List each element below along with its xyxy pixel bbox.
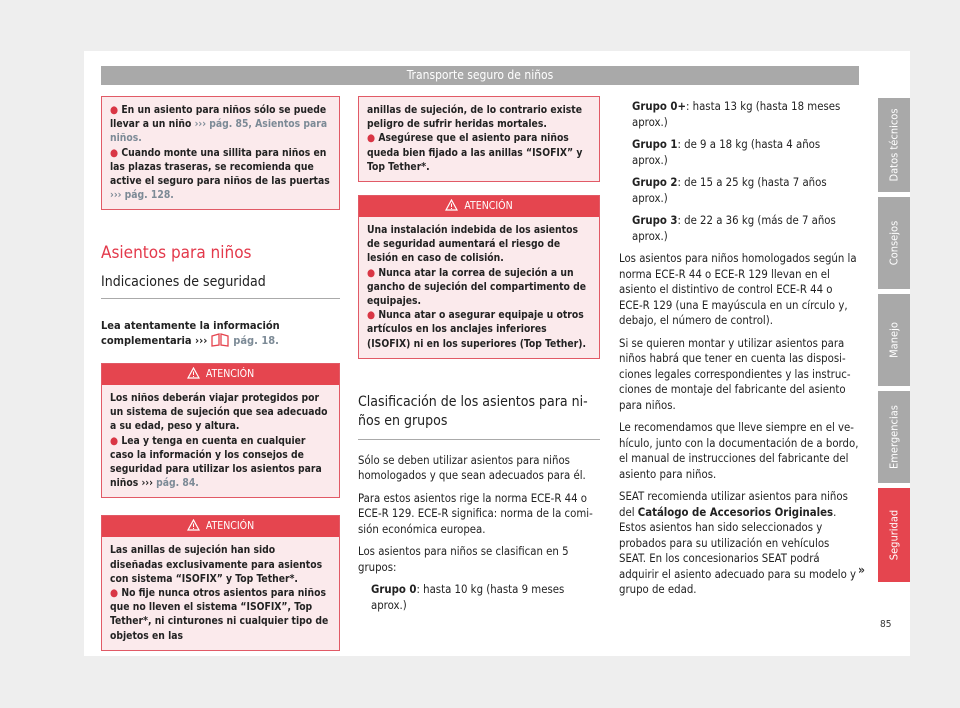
bullet-item: ● No fije nunca otros asientos para niños que no lleven el sistema “ISOFIX”, Top Tether*, ni cinturones ni cualquier tipo de objetos en las xyxy=(110,586,329,642)
warning-text: Una instalación indebida de los asientos de seguridad aumentará el riesgo de lesión en caso de colisión. xyxy=(367,224,578,265)
bullet-item: ● Nunca atar o asegurar equipaje u otros artículos en los anclajes inferiores (ISOFIX) ni en los superiores (Top Tether). xyxy=(367,309,586,350)
warning-label: ATENCIÓN xyxy=(205,520,255,533)
paragraph: Le recomendamos que lleve siempre en el vehículo, junto con la documentación de a bordo, el manual de instrucciones del fabricante del asiento para niños. xyxy=(619,421,859,481)
bullet-item: ● Asegúrese que el asiento para niños queda bien fijado a las anillas “ISOFIX” y Top Tether*. xyxy=(367,132,583,173)
warning-icon xyxy=(187,366,200,387)
section-title: Asientos para niños xyxy=(101,243,252,264)
warning-text: anillas de sujeción, de lo contrario existe peligro de sufrir heridas mortales. xyxy=(367,104,583,131)
tab-seguridad[interactable]: Seguridad xyxy=(878,488,910,582)
page-link[interactable]: pág. 18. xyxy=(233,333,279,347)
tab-datos-tecnicos[interactable]: Datos técnicos xyxy=(878,98,910,192)
warning-label: ATENCIÓN xyxy=(464,200,513,213)
page-link[interactable]: pág. 84. xyxy=(156,477,199,490)
warning-box-continued xyxy=(358,96,600,182)
warning-box xyxy=(358,195,600,359)
continue-mark: » xyxy=(858,563,865,577)
warning-label: ATENCIÓN xyxy=(205,367,255,380)
column-3 xyxy=(619,99,859,605)
warning-box xyxy=(101,363,340,498)
bullet-item: ● Lea y tenga en cuenta en cualquier caso la información y los consejos de seguridad para utilizar los asientos para niños ››› pág. 84. xyxy=(110,434,322,490)
intro-text: Lea atentamente la información complementaria ››› pág. 18. xyxy=(101,318,340,351)
section-title: Clasificación de los asientos para niños en grupos xyxy=(358,393,588,429)
group-item: Grupo 1: de 9 a 18 kg (hasta 4 años aprox.) xyxy=(632,138,821,167)
page-link[interactable]: ››› pág. 128. xyxy=(110,189,174,202)
warning-text: Las anillas de sujeción han sido diseñadas exclusivamente para asientos con sistema “ISOFIX” y Top Tether*. xyxy=(110,544,323,585)
paragraph: Los asientos para niños homologados según la norma ECE-R 44 o ECE-R 129 llevan en el asiento el distintivo de control ECE-R 44 o ECE-R 129 (una E mayúscula en un círculo y, debajo, el número de control). xyxy=(619,252,857,327)
warning-box xyxy=(101,515,340,650)
tab-consejos[interactable]: Consejos xyxy=(878,197,910,289)
paragraph: SEAT recomienda utilizar asientos para niños del Catálogo de Accesorios Originales. Estos asientos han sido seleccionados y probados para su utilización en vehículos SEAT. En los concesionarios SEAT podrá adquirir el asiento adecuado para su modelo y grupo de edad. xyxy=(619,490,857,596)
page-header: Transporte seguro de niños xyxy=(101,66,859,85)
bullet-item: ● Cuando monte una sillita para niños en las plazas traseras, se recomienda que active el seguro para niños de las puertas ››› pág. 128. xyxy=(110,146,330,202)
group-item: Grupo 2: de 15 a 25 kg (hasta 7 años aprox.) xyxy=(632,176,827,205)
page-number: 85 xyxy=(880,619,892,630)
paragraph: Para estos asientos rige la norma ECE-R 44 o ECE-R 129. ECE-R significa: norma de la comisión económica europea. xyxy=(358,491,593,536)
column-1 xyxy=(101,96,340,651)
group-item: Grupo 3: de 22 a 36 kg (más de 7 años aprox.) xyxy=(632,214,836,243)
group-item: Grupo 0: hasta 10 kg (hasta 9 meses aprox.) xyxy=(371,583,565,612)
warning-icon xyxy=(187,518,200,539)
section-heading-block xyxy=(101,243,340,299)
warning-text: Los niños deberán viajar protegidos por un sistema de sujeción que sea adecuado a su edad, peso y altura. xyxy=(110,391,328,433)
paragraph: Sólo se deben utilizar asientos para niños homologados y que sean adecuados para él. xyxy=(358,453,586,483)
tab-manejo[interactable]: Manejo xyxy=(878,294,910,386)
book-icon xyxy=(211,333,229,351)
bullet-item: ● En un asiento para niños sólo se puede llevar a un niño ››› pág. 85, Asientos para niños. xyxy=(110,104,328,145)
column-2 xyxy=(358,96,600,620)
tab-emergencias[interactable]: Emergencias xyxy=(878,391,910,483)
group-item: Grupo 0+: hasta 13 kg (hasta 18 meses aprox.) xyxy=(632,100,841,129)
page-link[interactable]: ››› pág. 85, Asientos para niños. xyxy=(110,118,328,145)
warning-box-continued xyxy=(101,96,340,210)
subsection-title: Indicaciones de seguridad xyxy=(101,273,266,290)
paragraph: Si se quieren montar y utilizar asientos para niños habrá que tener en cuenta las disposiciones legales correspondientes y las instrucciones de montaje del fabricante del asiento para niños. xyxy=(619,336,851,412)
paragraph: Los asientos para niños se clasifican en 5 grupos: xyxy=(358,545,569,574)
warning-icon xyxy=(445,198,458,219)
bullet-item: ● Nunca atar la correa de sujeción a un gancho de sujeción del compartimento de equipajes. xyxy=(367,266,587,308)
